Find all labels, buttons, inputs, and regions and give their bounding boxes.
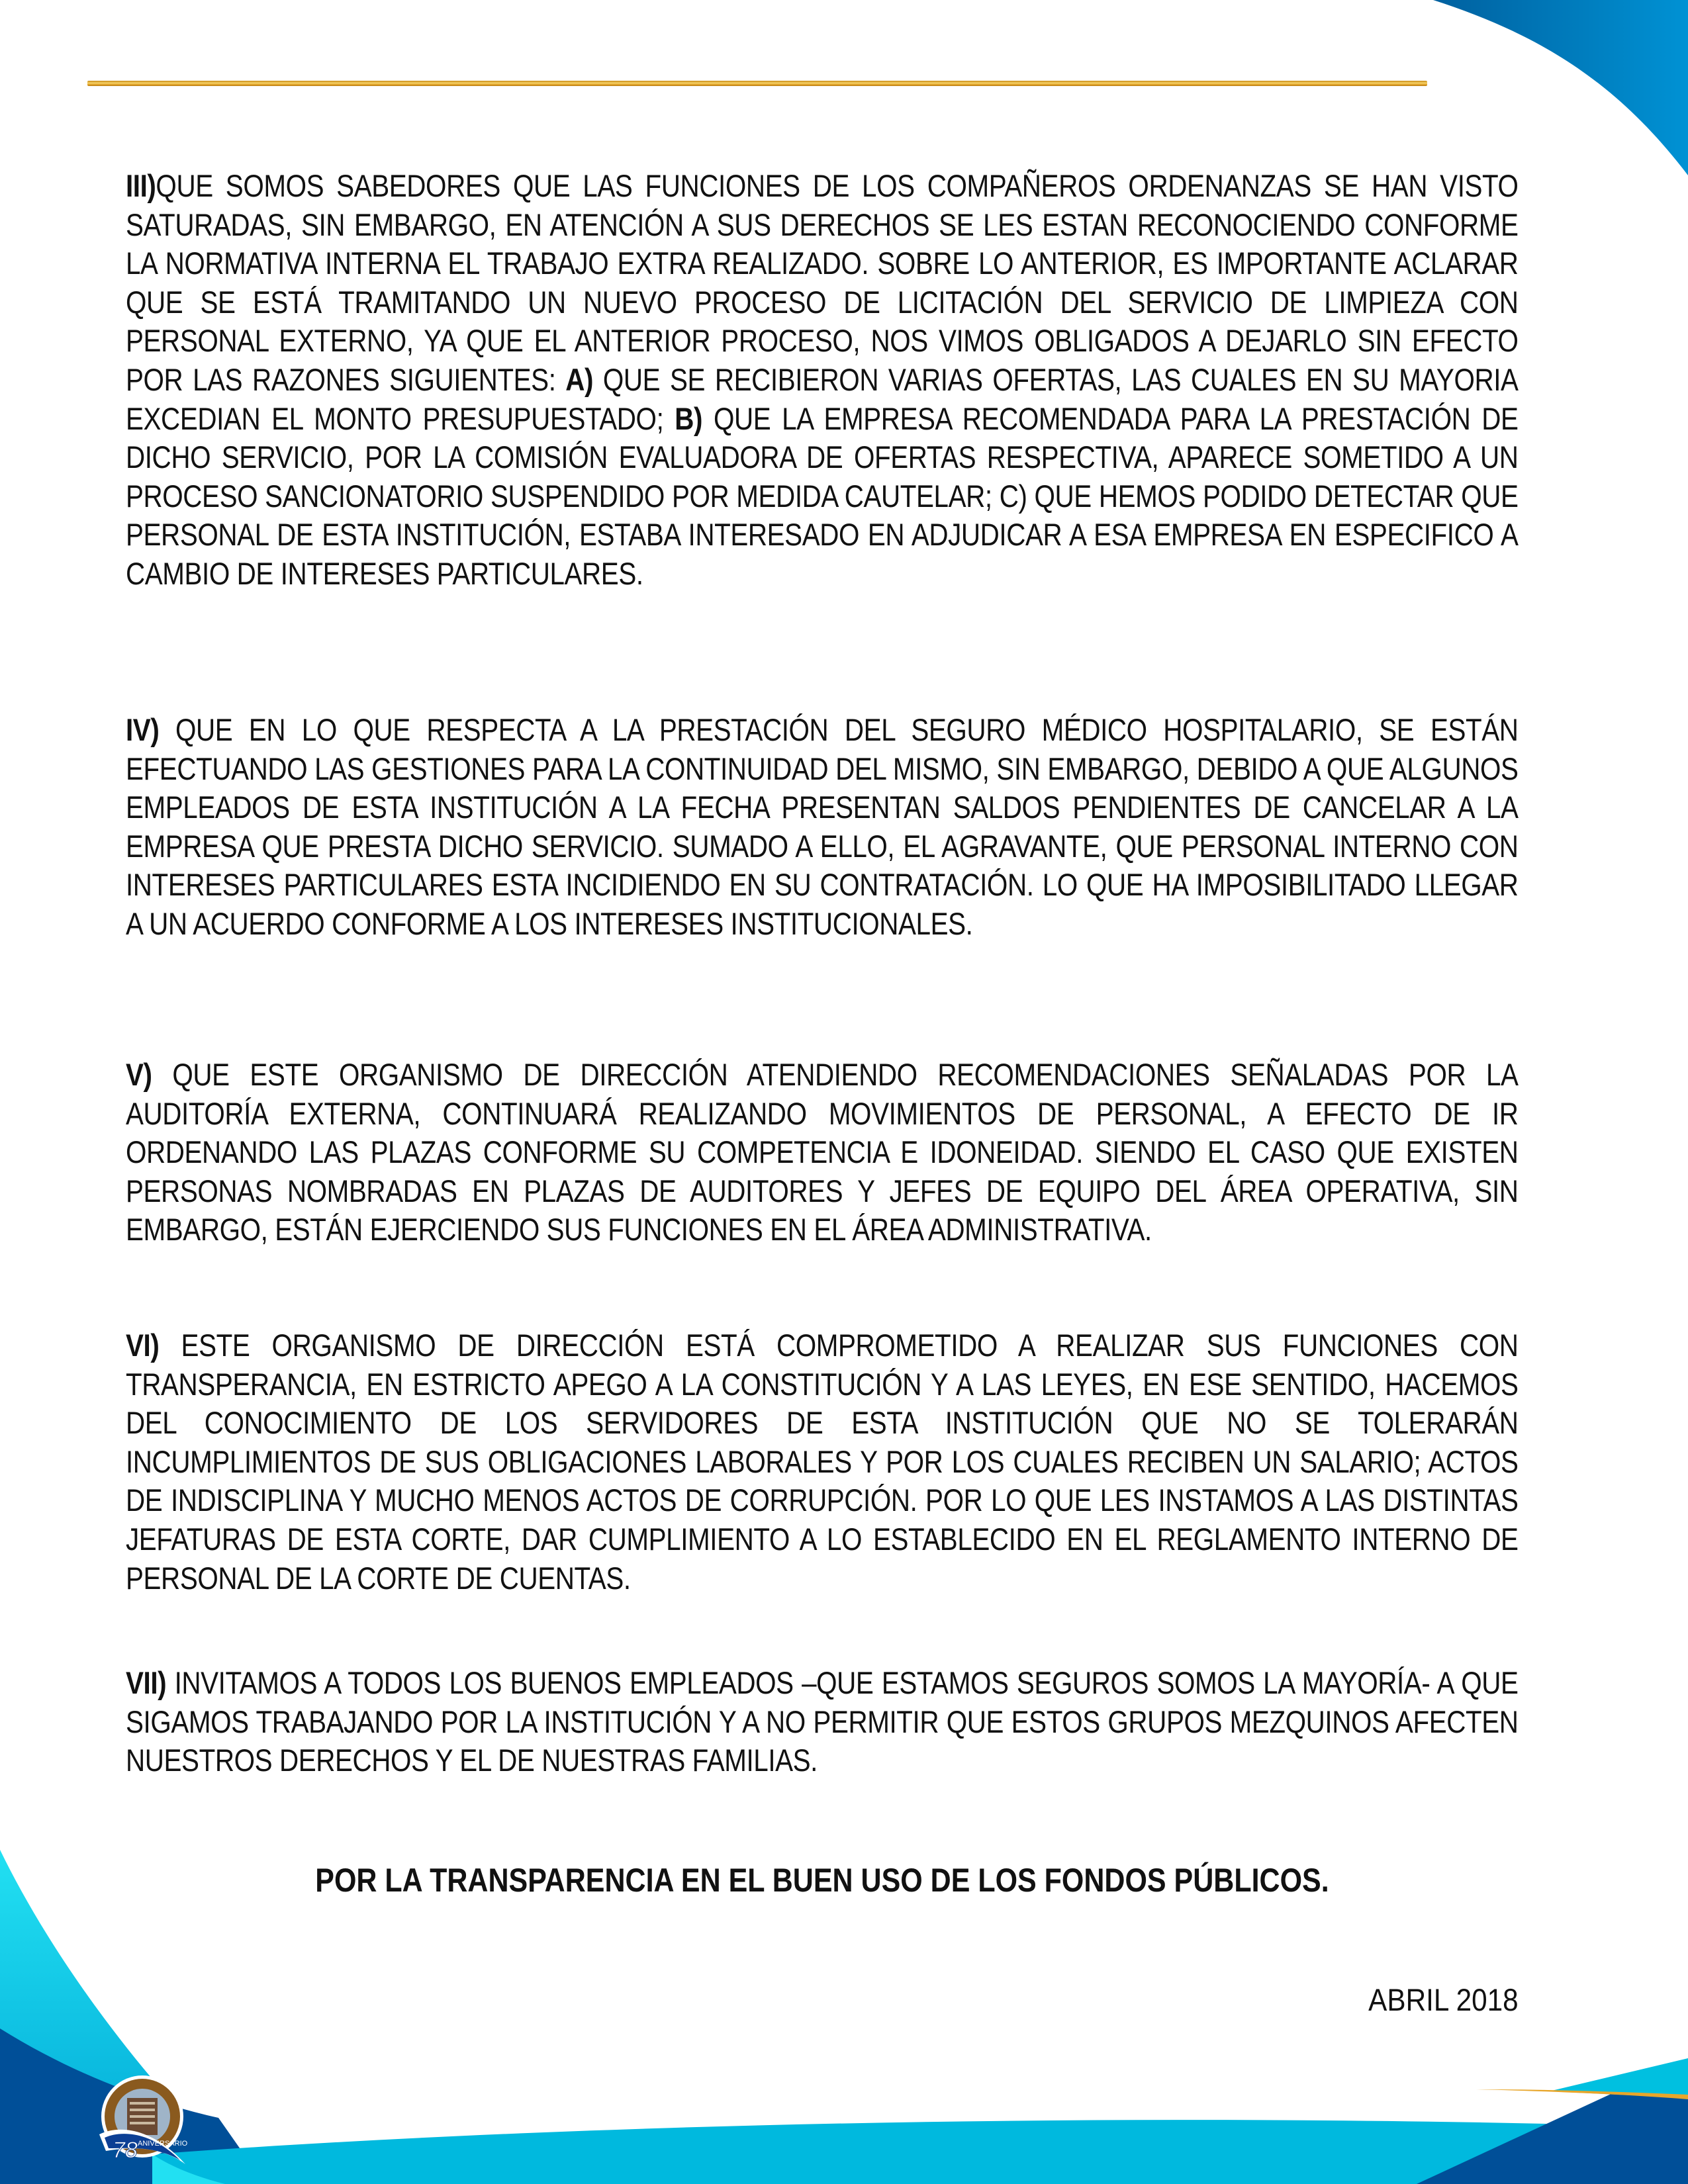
- section-v: [126, 1056, 1519, 1250]
- section-text: QUE EN LO QUE RESPECTA A LA PRESTACIÓN DEL SEGURO MÉDICO HOSPITALARIO, SE ESTÁN EFECTUANDO LAS GESTIONES PARA LA CONTINUIDAD DEL MISMO, SIN EMBARGO, DEBIDO A QUE ALGUNOS EMPLEADOS DE ESTA INSTITUCIÓN A LA FECHA PRESENTAN SALDOS PENDIENTES DE CANCELAR A LA EMPRESA QUE PRESTA DICHO SERVICIO. SUMADO A ELLO, EL AGRAVANTE, QUE PERSONAL INTERNO CON INTERESES PARTICULARES ESTA INCIDIENDO EN SU CONTRATACIÓN. LO QUE HA IMPOSIBILITADO LLEGAR A UN ACUERDO CONFORME A LOS INTERESES INSTITUCIONALES.: [126, 712, 1519, 941]
- section-label: V): [126, 1057, 152, 1092]
- section-label: III): [126, 168, 156, 203]
- section-text: QUE LA EMPRESA RECOMENDADA PARA LA PRESTACIÓN DE DICHO SERVICIO, POR LA COMISIÓN EVALUADORA DE OFERTAS RESPECTIVA, APARECE SOMETIDO A UN PROCESO SANCIONATORIO SUSPENDIDO POR MEDIDA CAUTELAR; C) QUE HEMOS PODIDO DETECTAR QUE PERSONAL DE ESTA INSTITUCIÓN, ESTABA INTERESADO EN ADJUDICAR A ESA EMPRESA EN ESPECIFICO A CAMBIO DE INTERESES PARTICULARES.: [126, 400, 1519, 591]
- section-label: IV): [126, 712, 160, 747]
- section-label: B): [675, 400, 703, 436]
- section-text: QUE ESTE ORGANISMO DE DIRECCIÓN ATENDIENDO RECOMENDACIONES SEÑALADAS POR LA AUDITORÍA EXTERNA, CONTINUARÁ REALIZANDO MOVIMIENTOS DE PERSONAL, A EFECTO DE IR ORDENANDO LAS PLAZAS CONFORME SU COMPETENCIA E IDONEIDAD. SIENDO EL CASO QUE EXISTEN PERSONAS NOMBRADAS EN PLAZAS DE AUDITORES Y JEFES DE EQUIPO DEL ÁREA OPERATIVA, SIN EMBARGO, ESTÁN EJERCIENDO SUS FUNCIONES EN EL ÁREA ADMINISTRATIVA.: [126, 1057, 1519, 1248]
- institution-seal-logo: [93, 2071, 192, 2171]
- section-label: A): [565, 361, 594, 397]
- anniversary-number: 78: [113, 2138, 138, 2163]
- anniversary-label: ANIVERSARIO: [138, 2140, 188, 2148]
- section-text: QUE SE RECIBIERON VARIAS OFERTAS, LAS CUALES EN SU MAYORIA EXCEDIAN EL MONTO PRESUPUESTADO;: [126, 361, 1519, 436]
- header-gold-rule: [87, 81, 1427, 86]
- section-label: VI): [126, 1328, 160, 1363]
- section-label: VII): [126, 1665, 167, 1700]
- section-text: QUE SOMOS SABEDORES QUE LAS FUNCIONES DE LOS COMPAÑEROS ORDENANZAS SE HAN VISTO SATURADAS, SIN EMBARGO, EN ATENCIÓN A SUS DERECHOS SE LES ESTAN RECONOCIENDO CONFORME LA NORMATIVA INTERNA EL TRABAJO EXTRA REALIZADO. SOBRE LO ANTERIOR, ES IMPORTANTE ACLARAR QUE SE ESTÁ TRAMITANDO UN NUEVO PROCESO DE LICITACIÓN DEL SERVICIO DE LIMPIEZA CON PERSONAL EXTERNO, YA QUE EL ANTERIOR PROCESO, NOS VIMOS OBLIGADOS A DEJARLO SIN EFECTO POR LAS RAZONES SIGUIENTES:: [126, 168, 1519, 397]
- top-right-swoosh: [1433, 0, 1688, 175]
- section-iii: [126, 167, 1519, 594]
- section-iv: [126, 711, 1519, 944]
- motto: POR LA TRANSPARENCIA EN EL BUEN USO DE LOS FONDOS PÚBLICOS.: [315, 1862, 1329, 1899]
- document-date: ABRIL 2018: [1368, 1982, 1519, 2017]
- section-text: ESTE ORGANISMO DE DIRECCIÓN ESTÁ COMPROMETIDO A REALIZAR SUS FUNCIONES CON TRANSPERANCIA, EN ESTRICTO APEGO A LA CONSTITUCIÓN Y A LAS LEYES, EN ESE SENTIDO, HACEMOS DEL CONOCIMIENTO DE LOS SERVIDORES DE ESTA INSTITUCIÓN QUE NO SE TOLERARÁN INCUMPLIMIENTOS DE SUS OBLIGACIONES LABORALES Y POR LOS CUALES RECIBEN UN SALARIO; ACTOS DE INDISCIPLINA Y MUCHO MENOS ACTOS DE CORRUPCIÓN. POR LO QUE LES INSTAMOS A LAS DISTINTAS JEFATURAS DE ESTA CORTE, DAR CUMPLIMIENTO A LO ESTABLECIDO EN EL REGLAMENTO INTERNO DE PERSONAL DE LA CORTE DE CUENTAS.: [126, 1328, 1519, 1596]
- section-vii: [126, 1664, 1519, 1780]
- section-vi: [126, 1326, 1519, 1598]
- section-text: INVITAMOS A TODOS LOS BUENOS EMPLEADOS –QUE ESTAMOS SEGUROS SOMOS LA MAYORÍA- A QUE SIGAMOS TRABAJANDO POR LA INSTITUCIÓN Y A NO PERMITIR QUE ESTOS GRUPOS MEZQUINOS AFECTEN NUESTROS DERECHOS Y EL DE NUESTRAS FAMILIAS.: [126, 1665, 1519, 1778]
